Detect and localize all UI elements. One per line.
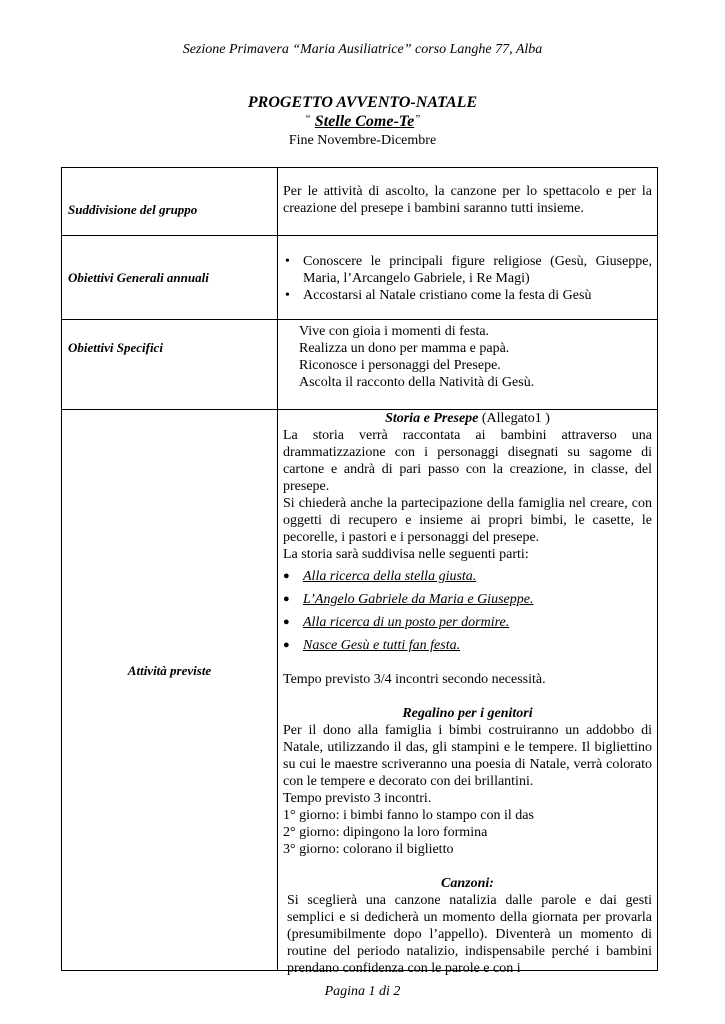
label-obiettivi-generali: Obiettivi Generali annuali xyxy=(68,270,209,285)
regalino-line: 3° giorno: colorano il biglietto xyxy=(283,842,454,857)
list-item: • Conoscere le principali figure religiose (Gesù, Giuseppe, Maria, l’Arcangelo Gabriele, i Re Magi) xyxy=(283,253,652,287)
storia-part: ● Alla ricerca della stella giusta. xyxy=(283,565,652,588)
label-obiettivi-specifici: Obiettivi Specifici xyxy=(68,340,163,355)
storia-tempo: Tempo previsto 3/4 incontri secondo necessità. xyxy=(283,672,546,687)
regalino-paragraph: Per il dono alla famiglia i bimbi costruiranno un addobbo di Natale, utilizzando il das, gli stampini e le tempere. Il bigliettino su cui le maestre scriveranno una poesia di Natale, verrà colorato con le tempere e decorato con dei brillantini. xyxy=(283,723,652,789)
close-quote: ” xyxy=(414,113,421,125)
list-item: Riconosce i personaggi del Presepe. xyxy=(299,358,501,373)
regalino-heading: Regalino per i genitori xyxy=(402,706,533,721)
list-item: Ascolta il racconto della Natività di Gesù. xyxy=(299,375,535,390)
storia-paragraph: La storia verrà raccontata ai bambini attraverso una drammatizzazione con i personaggi disegnati su sagome di cartone e andrà di pari passo con la creazione, in classe, del presepe. xyxy=(283,428,652,494)
attivita-content xyxy=(283,410,652,977)
label-suddivisione: Suddivisione del gruppo xyxy=(68,202,198,217)
subtitle-text: Stelle Come-Te xyxy=(314,113,415,130)
storia-parts-list xyxy=(283,565,652,657)
storia-ref: (Allegato1 ) xyxy=(481,411,550,426)
list-item: • Accostarsi al Natale cristiano come la festa di Gesù xyxy=(283,287,652,304)
regalino-line: 1° giorno: i bimbi fanno lo stampo con il das xyxy=(283,808,534,823)
page-header: Sezione Primavera “Maria Ausiliatrice” corso Langhe 77, Alba xyxy=(182,42,543,57)
list-item: Vive con gioia i momenti di festa. xyxy=(299,324,490,339)
canzoni-paragraph: Si sceglierà una canzone natalizia dalle parole e dai gesti semplici e si dedicherà un momento della giornata per provarla (presumibilmente dopo l’appello). Diventerà un momento di routine del periodo natalizio, indispensabile perché i bambini prendano confidenza con le parole e con i xyxy=(287,893,652,976)
list-item: Realizza un dono per mamma e papà. xyxy=(299,341,510,356)
row-divider xyxy=(62,319,657,320)
storia-paragraph: La storia sarà suddivisa nelle seguenti parti: xyxy=(283,547,529,562)
list-obiettivi-generali xyxy=(283,253,652,304)
storia-paragraph: Si chiederà anche la partecipazione della famiglia nel creare, con oggetti di recupero e insieme ai propri bimbi, le casette, le pecorelle, i pastori e i personaggi del presepe. xyxy=(283,496,652,545)
regalino-line: 2° giorno: dipingono la loro formina xyxy=(283,825,488,840)
storia-part: ● L’Angelo Gabriele da Maria e Giuseppe. xyxy=(283,588,652,611)
regalino-line: Tempo previsto 3 incontri. xyxy=(283,791,432,806)
text-suddivisione: Per le attività di ascolto, la canzone per lo spettacolo e per la creazione del presepe i bambini saranno tutti insieme. xyxy=(283,184,652,216)
storia-part: ● Nasce Gesù e tutti fan festa. xyxy=(283,634,652,657)
project-period: Fine Novembre-Dicembre xyxy=(288,133,437,148)
list-obiettivi-specifici xyxy=(283,323,652,391)
storia-part: ● Alla ricerca di un posto per dormire. xyxy=(283,611,652,634)
project-table xyxy=(61,167,658,976)
label-attivita-previste: Attività previste xyxy=(127,663,212,678)
project-subtitle xyxy=(0,113,725,131)
page-footer: Pagina 1 di 2 xyxy=(324,984,401,999)
row-divider xyxy=(62,235,657,236)
canzoni-heading: Canzoni: xyxy=(441,876,494,891)
storia-heading: Storia e Presepe xyxy=(385,411,479,426)
open-quote: “ xyxy=(304,113,311,125)
column-divider xyxy=(277,168,278,970)
storia-heading-line xyxy=(283,410,652,427)
project-title: PROGETTO AVVENTO-NATALE xyxy=(247,94,478,111)
